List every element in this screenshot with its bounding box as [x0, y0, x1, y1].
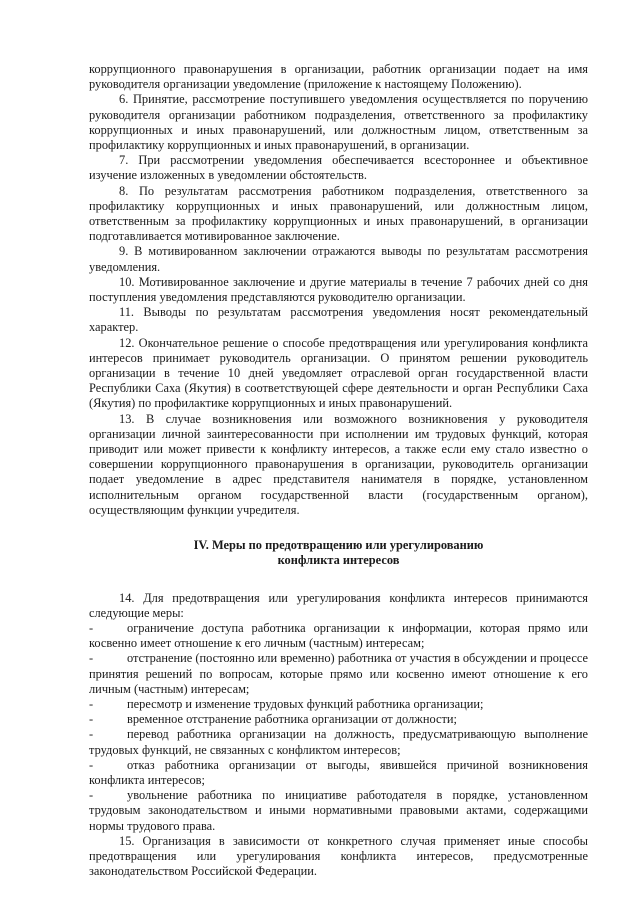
section-title-line-2: конфликта интересов [277, 553, 400, 568]
measure-text: увольнение работника по инициативе работодателя в порядке, установленном трудовым законодательством и иными нормативными правовыми актами, содержащими нормы трудового права. [89, 788, 588, 833]
measure-text: отстранение (постоянно или временно) работника от участия в обсуждении и процессе принятия решений по вопросам, которые прямо или косвенно имеют отношение к его личным (частным) интересам; [89, 651, 588, 696]
section-heading [89, 538, 588, 568]
measure-text: пересмотр и изменение трудовых функций работника организации; [127, 696, 484, 711]
paragraph-15: 15. Организация в зависимости от конкретного случая применяет иные способы предотвращения или урегулирования конфликта интересов, предусмотренные законодательством Российской Федерации. [89, 833, 588, 879]
intro-paragraph: коррупционного правонарушения в организации, работник организации подает на имя руководителя организации уведомление (приложение к настоящему Положению). [89, 62, 588, 92]
measure-item [89, 712, 588, 727]
paragraph-6: 6. Принятие, рассмотрение поступившего уведомления осуществляется по поручению руководителя организации работником подразделения, ответственного за профилактику коррупционных и иных правонарушений, или должностным лицом, ответственным за профилактику коррупционных и иных правонарушений, в организации. [89, 92, 588, 153]
paragraph-12: 12. Окончательное решение о способе предотвращения или урегулирования конфликта интересов принимает руководитель организации. О принятом решении руководитель организации в течение 10 дней уведомляет отраслевой орган государственной власти Республики Саха (Якутия) в соответствующей сфере деятельности и орган Республики Саха (Якутия) по профилактике коррупционных и иных правонарушений. [89, 335, 588, 411]
paragraph-14: 14. Для предотвращения или урегулирования конфликта интересов принимаются следующие меры: [89, 590, 588, 620]
measure-text: ограничение доступа работника организации к информации, которая прямо или косвенно имеет отношение к его личным (частным) интересам; [89, 620, 588, 651]
paragraph-9: 9. В мотивированном заключении отражаются выводы по результатам рассмотрения уведомления. [89, 244, 588, 274]
paragraph-11: 11. Выводы по результатам рассмотрения уведомления носят рекомендательный характер. [89, 305, 588, 335]
dash-marker: - [89, 620, 94, 635]
measure-item [89, 788, 588, 834]
paragraph-7: 7. При рассмотрении уведомления обеспечивается всестороннее и объективное изучение изложенных в уведомлении обстоятельств. [89, 153, 588, 183]
measure-item [89, 697, 588, 712]
dash-marker: - [89, 727, 94, 742]
dash-marker: - [89, 757, 94, 772]
measure-item [89, 651, 588, 697]
dash-marker: - [89, 651, 94, 666]
measure-text: временное отстранение работника организации от должности; [127, 712, 457, 727]
paragraph-13: 13. В случае возникновения или возможного возникновения у руководителя организации личной заинтересованности при исполнении им трудовых функций, которая приводит или может привести к конфликту интересов, а также если ему стало известно о совершении коррупционного правонарушения в организации, руководитель организации подает уведомление в адрес представителя нанимателя в порядке, установленном исполнительным органом государственной власти (государственным органом), осуществляющим функции учредителя. [89, 411, 588, 517]
measure-text: перевод работника организации на должность, предусматривающую выполнение трудовых функций, не связанных с конфликтом интересов; [89, 727, 588, 757]
measure-item [89, 621, 588, 651]
measure-item [89, 727, 588, 757]
measure-item [89, 758, 588, 788]
dash-marker: - [89, 696, 94, 711]
paragraph-10: 10. Мотивированное заключение и другие материалы в течение 7 рабочих дней со дня поступления уведомления представляются руководителю организации. [89, 274, 588, 305]
measure-text: отказ работника организации от выгоды, явившейся причиной возникновения конфликта интересов; [89, 757, 588, 787]
paragraph-8: 8. По результатам рассмотрения работником подразделения, ответственного за профилактику коррупционных и иных правонарушений, или должностным лицом, ответственным за профилактику коррупционных и иных правонарушений, в организации подготавливается мотивированное заключение. [89, 183, 588, 244]
dash-marker: - [89, 788, 94, 803]
dash-marker: - [89, 712, 94, 727]
section-title-line-1: IV. Меры по предотвращению или урегулированию [193, 538, 484, 553]
